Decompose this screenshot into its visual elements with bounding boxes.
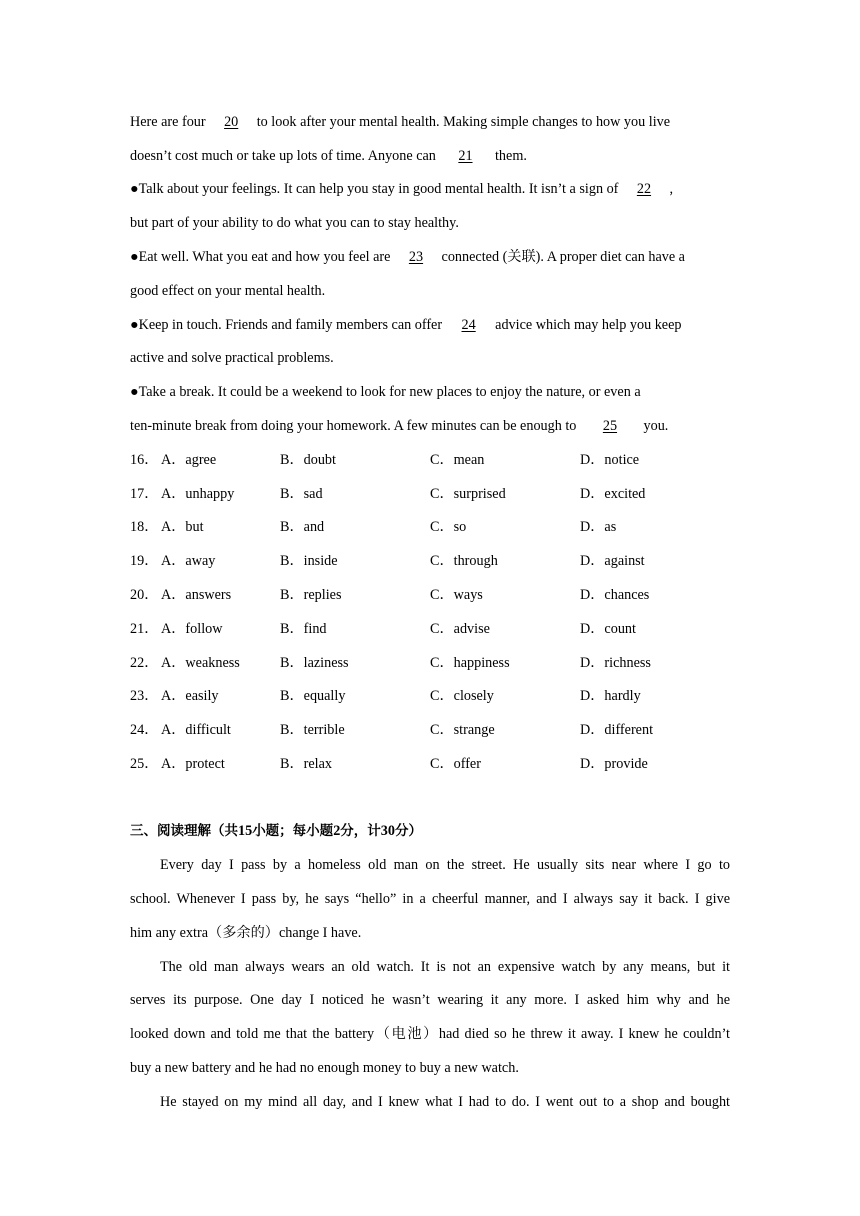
cloze-line-2 (130, 146, 730, 166)
option-d: D．provide (580, 756, 648, 772)
option-c: C．through (430, 553, 498, 569)
passage-line: He stayed on my mind all day, and I knew what I had to do. I went out to a shop and bought (160, 1094, 730, 1110)
blank-25: 25 (602, 418, 618, 434)
cloze-line-4: but part of your ability to do what you can to stay healthy. (130, 215, 459, 231)
passage-line: serves its purpose. One day I noticed he wasn’t wearing it any more. I asked him why and he (130, 992, 730, 1008)
heading-text: 分） (394, 823, 422, 839)
option-b: B．replies (280, 587, 342, 603)
option-c: C．mean (430, 452, 485, 468)
passage-line: looked down and told me that the battery（电池）had died so he threw it away. I knew he couldn’t (130, 1026, 730, 1042)
option-b: B．terrible (280, 722, 345, 738)
cloze-text: ten-minute break from doing your homework. A few minutes can be enough to (130, 418, 577, 434)
cloze-line-3 (130, 179, 730, 199)
cloze-line-5 (130, 247, 730, 267)
option-num: 21． (130, 621, 159, 637)
cloze-text: connected (关联). A proper diet can have a (441, 249, 685, 265)
option-a: A．protect (161, 756, 225, 772)
heading-text: 小题；每小题 (252, 823, 334, 839)
option-b: B．find (280, 621, 327, 637)
passage-line: him any extra（多余的）change I have. (130, 925, 362, 941)
cloze-text: , (669, 181, 674, 197)
cloze-text: ●Talk about your feelings. It can help you stay in good mental health. It isn’t a sign of (130, 181, 619, 197)
option-b: B．relax (280, 756, 333, 772)
cloze-text: Here are four (130, 114, 206, 130)
cloze-text: ●Keep in touch. Friends and family members can offer (130, 317, 443, 333)
cloze-text: you. (643, 418, 669, 434)
cloze-text: to look after your mental health. Making simple changes to how you live (256, 114, 671, 130)
option-a: A．answers (161, 587, 232, 603)
option-a: A．but (161, 519, 204, 535)
cloze-line-10 (130, 416, 730, 436)
option-b: B．inside (280, 553, 338, 569)
option-c: C．ways (430, 587, 483, 603)
blank-24: 24 (461, 317, 476, 333)
blank-20: 20 (224, 114, 239, 130)
option-num: 17． (130, 486, 159, 502)
option-num: 25． (130, 756, 159, 772)
option-d: D．richness (580, 655, 651, 671)
heading-number: 15 (238, 823, 253, 839)
passage-line: buy a new battery and he had no enough money to buy a new watch. (130, 1060, 519, 1076)
passage-line: Every day I pass by a homeless old man on the street. He usually sits near where I go to (160, 857, 730, 873)
option-c: C．happiness (430, 655, 510, 671)
option-d: D．hardly (580, 688, 641, 704)
option-num: 20． (130, 587, 159, 603)
blank-22: 22 (636, 181, 652, 197)
option-c: C．closely (430, 688, 494, 704)
cloze-text: ●Eat well. What you eat and how you feel are (130, 249, 391, 265)
option-a: A．weakness (161, 655, 240, 671)
option-a: A．agree (161, 452, 217, 468)
cloze-text: them. (494, 148, 527, 164)
heading-text: 三、阅读理解（共 (130, 823, 238, 839)
option-num: 23． (130, 688, 159, 704)
option-num: 22． (130, 655, 159, 671)
heading-number: 2 (333, 823, 341, 839)
option-b: B．doubt (280, 452, 336, 468)
option-c: C．surprised (430, 486, 506, 502)
cloze-line-1 (130, 112, 730, 132)
option-d: D．chances (580, 587, 650, 603)
passage-line: school. Whenever I pass by, he says “hello” in a cheerful manner, and I always say it back. I give (130, 891, 730, 907)
option-d: D．as (580, 519, 617, 535)
option-a: A．difficult (161, 722, 231, 738)
cloze-line-8: active and solve practical problems. (130, 350, 334, 366)
option-c: C．strange (430, 722, 495, 738)
option-c: C．offer (430, 756, 481, 772)
cloze-text: advice which may help you keep (495, 317, 682, 333)
cloze-text: doesn’t cost much or take up lots of time. Anyone can (130, 148, 436, 164)
cloze-line-7 (130, 315, 730, 335)
option-num: 16． (130, 452, 159, 468)
option-b: B．equally (280, 688, 346, 704)
blank-21: 21 (458, 148, 473, 164)
passage-line: The old man always wears an old watch. It is not an expensive watch by any means, but it (160, 959, 730, 975)
cloze-line-6: good effect on your mental health. (130, 283, 326, 299)
cloze-line-9: ●Take a break. It could be a weekend to look for new places to enjoy the nature, or even a (130, 384, 641, 400)
option-b: B．sad (280, 486, 323, 502)
option-d: D．notice (580, 452, 640, 468)
option-a: A．unhappy (161, 486, 235, 502)
option-num: 18． (130, 519, 159, 535)
option-d: D．excited (580, 486, 646, 502)
option-a: A．easily (161, 688, 219, 704)
option-c: C．so (430, 519, 467, 535)
option-d: D．count (580, 621, 636, 637)
option-a: A．follow (161, 621, 223, 637)
option-d: D．different (580, 722, 654, 738)
option-num: 24． (130, 722, 159, 738)
option-num: 19． (130, 553, 159, 569)
option-c: C．advise (430, 621, 490, 637)
heading-number: 30 (380, 823, 395, 839)
section-heading (130, 821, 422, 841)
option-a: A．away (161, 553, 216, 569)
option-b: B．laziness (280, 655, 349, 671)
option-d: D．against (580, 553, 645, 569)
heading-text: 分，计 (340, 823, 381, 839)
blank-23: 23 (408, 249, 424, 265)
option-b: B．and (280, 519, 325, 535)
